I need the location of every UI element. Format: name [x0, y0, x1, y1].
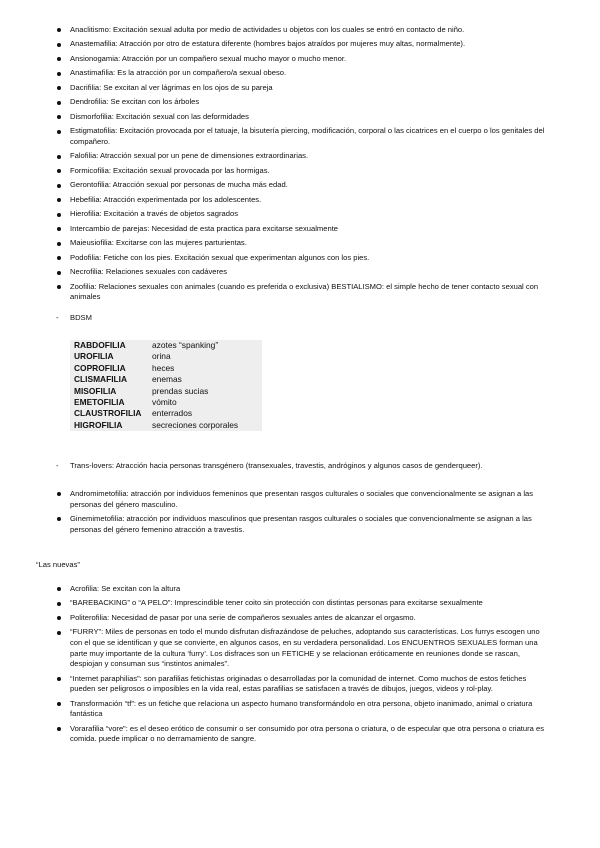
bullet-icon: [57, 492, 61, 496]
list-item-text: Acrofilia: Se excitan con la altura: [70, 584, 181, 593]
list-item-text: Dismorfofilia: Excitación sexual con las deformidades: [70, 111, 249, 121]
bdsm-description: enemas: [152, 374, 182, 385]
bullet-icon: [57, 213, 61, 217]
bullet-icon: [57, 631, 61, 635]
list-item-text: Hierofilia: Excitación a través de objetos sagrados: [70, 209, 238, 219]
list-item: [0, 97, 600, 108]
bdsm-description: secreciones corporales: [152, 419, 239, 430]
bdsm-heading: [0, 313, 600, 324]
bdsm-term: CLISMAFILIA: [74, 374, 128, 385]
table-row: [70, 340, 262, 351]
table-row: [70, 363, 262, 374]
list-item: [0, 209, 600, 220]
bullet-icon: [57, 285, 61, 289]
list-item: [0, 267, 600, 278]
list-item-text: Hebefilia: Atracción experimentada por los adolescentes.: [70, 194, 262, 204]
bullet-icon: [57, 702, 61, 706]
bdsm-term: CLAUSTROFILIA: [74, 408, 142, 419]
table-row: [70, 351, 262, 362]
bdsm-term: HIGROFILIA: [74, 419, 123, 430]
bullet-icon: [57, 227, 61, 231]
bdsm-term: COPROFILIA: [74, 362, 126, 373]
list-item-text: Ginemimetofilia: atracción por individuos masculinos que presentan rasgos culturales o sociales que convencionalmente se asignan a las personas del género femenino atracción a travestis.: [70, 514, 532, 534]
bullet-icon: [57, 517, 61, 521]
table-row: [70, 374, 262, 385]
bdsm-description: heces: [152, 362, 175, 373]
bullet-icon: [57, 169, 61, 173]
list-item: [0, 166, 600, 177]
bullet-icon: [57, 587, 61, 591]
list-item: [0, 514, 600, 535]
bullet-icon: [57, 184, 61, 188]
list-item: [0, 724, 600, 745]
bdsm-term: EMETOFILIA: [74, 397, 125, 408]
dash-marker: -: [56, 461, 59, 470]
list-item: [0, 282, 600, 303]
bdsm-description: enterrados: [152, 408, 193, 419]
list-item-text: Transformación “tf”: es un fetiche que relaciona un aspecto humano transformándolo en otra persona, objeto inanimado, animal o criatura fantástica: [70, 698, 533, 719]
translovers-text: Trans-lovers: Atracción hacia personas transgénero (transexuales, travestis, andróginos y algunos casos de genderqueer).: [70, 461, 483, 470]
list-item: [0, 83, 600, 94]
list-item-text: Andromimetofilia: atracción por individuos femeninos que presentan rasgos culturales o sociales que convencionalmente se asignan a las personas del género masculino.: [70, 489, 534, 509]
bullet-icon: [57, 602, 61, 606]
list-item: [0, 489, 600, 510]
bullet-icon: [57, 727, 61, 731]
bdsm-description: orina: [152, 351, 171, 362]
translovers-item: [0, 461, 600, 472]
bullet-icon: [57, 43, 61, 47]
table-row: [70, 386, 262, 397]
list-item-text: Anastimafilia: Es la atracción por un compañero/a sexual obeso.: [70, 68, 287, 78]
list-item: [0, 180, 600, 191]
list-item: [0, 54, 600, 65]
list-item: [0, 613, 600, 624]
paraphilia-list: [0, 25, 600, 307]
list-item-text: Anastemafilia: Atracción por otro de estatura diferente (hombres bajos atraídos por mujeres muy altas, normalmente).: [70, 39, 466, 49]
list-item: [0, 224, 600, 235]
list-item-text: “Internet paraphilias”: son parafilias fetichistas originadas o desarrolladas por la comunidad de internet. Como muchos de estos fetiches pueden ser peligrosos o imposibles en la vida real, estas parafilias se satisfacen a través de dibujos, juegos, videos y rol-play.: [70, 673, 527, 694]
list-item: [0, 674, 600, 695]
list-item-text: Ansionogamia: Atracción por un compañero sexual mucho mayor o mucho menor.: [70, 53, 347, 63]
bdsm-table: [70, 340, 262, 431]
list-item-text: Gerontofilia: Atracción sexual por personas de mucha más edad.: [70, 180, 288, 190]
list-item-text: Anaclitismo: Excitación sexual adulta por medio de actividades u objetos con los cuales se entró en contacto de niño.: [70, 25, 465, 34]
list-item-text: Politerofilia: Necesidad de pasar por una serie de compañeros sexuales antes de alcanzar el orgasmo.: [70, 612, 416, 622]
bullet-icon: [57, 130, 61, 134]
bullet-icon: [57, 271, 61, 275]
list-item-text: Maieusiofilia: Excitarse con las mujeres parturientas.: [70, 238, 247, 248]
list-item: [0, 151, 600, 162]
bdsm-term: RABDOFILIA: [74, 340, 126, 350]
list-item-text: “BAREBACKING” o “A PELO”: Imprescindible tener coito sin protección con distintas personas para excitarse sexualmente: [70, 598, 483, 608]
bullet-icon: [57, 198, 61, 202]
list-item: [0, 68, 600, 79]
table-row: [70, 408, 262, 419]
list-item-text: Zoofilia: Relaciones sexuales con animales (cuando es preferida o exclusiva) BESTIALISMO: el simple hecho de tener contacto sexual con animales: [70, 281, 539, 302]
list-item-text: “FURRY”: Miles de personas en todo el mundo disfrutan disfrazándose de peluches, adoptando sus características. Los furrys escogen uno con el que se identifican y que se convierte, en algunos casos, en su verdadera personalidad. Los ENCUENTROS SEXUALES forman una parte muy importante de la cultura ‘furry’. Los disfraces son un FETICHE y se relacionan eróticamente en reuniones donde se rascan, despiojan y consuman sus “instintos animales”.: [70, 627, 540, 669]
list-item: [0, 598, 600, 609]
bdsm-term: MISOFILIA: [74, 385, 117, 396]
bullet-icon: [57, 115, 61, 119]
list-item-text: Estigmatofilia: Excitación provocada por el tatuaje, la bisutería piercing, modificación, corporal o las cicatrices en el cuerpo o los genitales del compañero.: [70, 126, 545, 146]
list-item-text: Vorarafilia “vore”: es el deseo erótico de consumir o ser consumido por otra persona o criatura, o de especular que otra persona o criatura es comida. puede implicar o no derramamiento de sangre.: [70, 723, 545, 744]
list-item: [0, 112, 600, 123]
mimetofilia-list: [0, 489, 600, 539]
bullet-icon: [57, 677, 61, 681]
list-item-text: Podofilia: Fetiche con los pies. Excitación sexual que experimentan algunos con los pies.: [70, 252, 370, 262]
bdsm-description: vómito: [152, 397, 177, 408]
list-item: [0, 126, 600, 147]
bullet-icon: [57, 155, 61, 159]
list-item: [0, 584, 600, 595]
list-item: [0, 238, 600, 249]
bullet-icon: [57, 242, 61, 246]
dash-marker: -: [56, 313, 59, 322]
bdsm-term: UROFILIA: [74, 351, 114, 362]
bdsm-description: azotes “spanking”: [152, 340, 219, 350]
list-item: [0, 195, 600, 206]
list-item-text: Necrofilia: Relaciones sexuales con cadáveres: [70, 267, 228, 277]
bullet-icon: [57, 57, 61, 61]
bullet-icon: [57, 101, 61, 105]
bdsm-description: prendas sucias: [152, 385, 209, 396]
list-item: [0, 25, 600, 36]
bullet-icon: [57, 28, 61, 32]
table-row: [70, 397, 262, 408]
list-item-text: Intercambio de parejas: Necesidad de esta practica para excitarse sexualmente: [70, 223, 339, 233]
list-item: [0, 699, 600, 720]
bullet-icon: [57, 256, 61, 260]
section-title: “Las nuevas”: [36, 560, 80, 569]
bullet-icon: [57, 616, 61, 620]
bullet-icon: [57, 86, 61, 90]
list-item: [0, 627, 600, 669]
list-item: [0, 253, 600, 264]
list-item-text: Formicofilia: Excitación sexual provocada por las hormigas.: [70, 165, 270, 175]
bdsm-label: BDSM: [70, 313, 92, 322]
bullet-icon: [57, 72, 61, 76]
list-item-text: Dacrifilia: Se excitan al ver lágrimas en los ojos de su pareja: [70, 82, 273, 92]
list-item: [0, 39, 600, 50]
list-item-text: Dendrofilia: Se excitan con los árboles: [70, 97, 200, 107]
table-row: [70, 420, 262, 431]
new-paraphilia-list: [0, 584, 600, 749]
list-item-text: Falofilia: Atracción sexual por un pene de dimensiones extraordinarias.: [70, 151, 309, 161]
